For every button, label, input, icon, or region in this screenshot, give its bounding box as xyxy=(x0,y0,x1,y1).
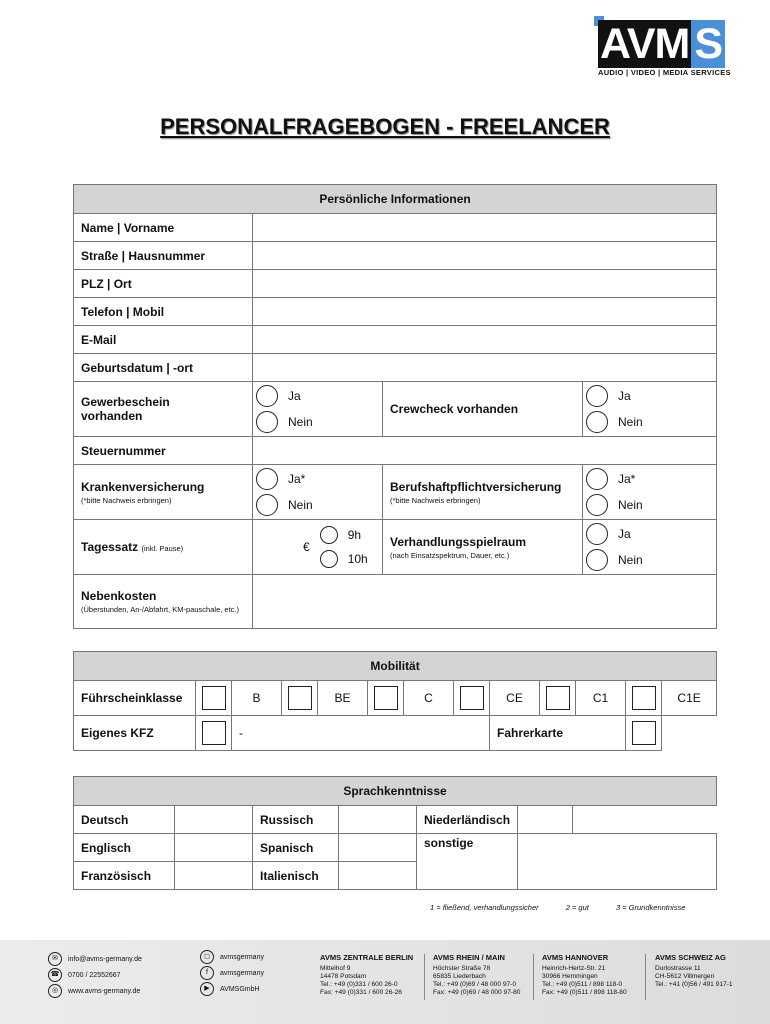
car-checkbox[interactable] xyxy=(202,721,226,745)
lang-spanisch-field[interactable] xyxy=(339,834,417,862)
office-berlin-title: AVMS ZENTRALE BERLIN xyxy=(320,953,414,962)
plz-label: PLZ | Ort xyxy=(74,270,253,298)
mobility-table xyxy=(73,651,717,751)
kranken-nein-label: Nein xyxy=(288,498,313,512)
footer-phone-text: 0700 / 22552667 xyxy=(68,971,121,979)
crewcheck-ja-radio[interactable] xyxy=(586,385,608,407)
languages-header: Sprachkenntnisse xyxy=(74,777,717,806)
berufs-ja-radio[interactable] xyxy=(586,468,608,490)
office-berlin-l2: 14478 Potsdam xyxy=(320,973,367,980)
youtube-icon: ▶ xyxy=(200,982,214,996)
office-schweiz-l1: Durlostrasse 11 xyxy=(655,965,701,972)
berufs-options xyxy=(583,465,717,520)
kranken-note: (*bitte Nachweis erbringen) xyxy=(81,495,172,505)
street-field[interactable] xyxy=(253,242,717,270)
car-label: Eigenes KFZ xyxy=(74,716,196,751)
lang-deutsch-field[interactable] xyxy=(175,806,253,834)
office-berlin-l4: Fax: +49 (0)331 / 600 26-26 xyxy=(320,989,402,996)
lang-englisch-field[interactable] xyxy=(175,834,253,862)
tagessatz-cell xyxy=(74,520,253,575)
mobility-empty xyxy=(662,716,717,751)
euro-symbol: € xyxy=(303,540,310,554)
crewcheck-nein-label: Nein xyxy=(618,415,643,429)
license-be-checkbox[interactable] xyxy=(288,686,312,710)
berufs-cell xyxy=(383,465,583,520)
license-checkbox-cell xyxy=(282,681,318,716)
lang-deutsch-label: Deutsch xyxy=(74,806,175,834)
verhandlung-label: Verhandlungsspielraum xyxy=(390,534,527,549)
office-rheinmain-l4: Fax: +49 (0)69 / 48 000 97-80 xyxy=(433,989,521,996)
verhandlung-cell xyxy=(383,520,583,575)
birth-label: Geburtsdatum | -ort xyxy=(74,354,253,382)
lang-niederl-field[interactable] xyxy=(518,806,573,834)
berufs-ja-label: Ja* xyxy=(618,472,636,486)
footer-divider-1 xyxy=(424,954,425,1000)
license-checkbox-cell xyxy=(368,681,404,716)
license-class-label: C xyxy=(404,681,454,716)
birth-field[interactable] xyxy=(253,354,717,382)
office-rheinmain-l3: Tel.: +49 (0)69 / 48 000 97-0 xyxy=(433,981,517,988)
neben-label: Nebenkosten xyxy=(81,589,157,603)
legend-1: 1 = fließend, verhandlungssicher xyxy=(430,903,539,912)
office-hannover-title: AVMS HANNOVER xyxy=(542,953,609,962)
verhandlung-nein-radio[interactable] xyxy=(586,549,608,571)
office-rheinmain-title: AVMS RHEIN / MAIN xyxy=(433,953,505,962)
footer-insta-text: avmsgermany xyxy=(220,953,264,961)
footer-fb-text: avmsgermany xyxy=(220,969,264,977)
lang-englisch-label: Englisch xyxy=(74,834,175,862)
car-value[interactable]: - xyxy=(232,716,490,751)
license-checkbox-cell xyxy=(196,681,232,716)
license-c-checkbox[interactable] xyxy=(374,686,398,710)
office-rheinmain-l2: 65835 Liederbach xyxy=(433,973,486,980)
license-checkbox-cell xyxy=(626,681,662,716)
personal-header: Persönliche Informationen xyxy=(74,185,717,214)
neben-note: (Überstunden, An-/Abfahrt, KM-pauschale, etc.) xyxy=(81,605,239,614)
lang-niederl-label: Niederländisch xyxy=(417,806,518,834)
kranken-ja-label: Ja* xyxy=(288,472,306,486)
license-class-label: BE xyxy=(318,681,368,716)
license-class-label: C1 xyxy=(576,681,626,716)
verhandlung-ja-label: Ja xyxy=(618,527,631,541)
lang-russisch-field[interactable] xyxy=(339,806,417,834)
office-hannover-l1: Heinrich-Hertz-Str. 21 xyxy=(542,965,606,972)
lang-sonstige-label: sonstige xyxy=(417,834,518,890)
berufs-label: Berufshaftpflichtversicherung xyxy=(390,479,562,494)
steuer-label: Steuernummer xyxy=(74,437,253,465)
tagessatz-9h-label: 9h xyxy=(347,528,362,542)
globe-icon: ◎ xyxy=(48,984,62,998)
gewerbe-ja-label: Ja xyxy=(288,389,301,403)
facebook-icon: f xyxy=(200,966,214,980)
lang-ital-label: Italienisch xyxy=(253,862,339,890)
kranken-label: Krankenversicherung xyxy=(81,479,205,494)
office-schweiz xyxy=(655,954,733,989)
verhandlung-nein-label: Nein xyxy=(618,553,643,567)
office-rheinmain-l1: Höchster Straße 78 xyxy=(433,965,491,972)
berufs-nein-radio[interactable] xyxy=(586,494,608,516)
license-b-checkbox[interactable] xyxy=(202,686,226,710)
lang-franz-field[interactable] xyxy=(175,862,253,890)
lang-franz-label: Französisch xyxy=(74,862,175,890)
personal-info-table xyxy=(73,184,717,629)
mobility-header: Mobilität xyxy=(74,652,717,681)
footer-phone[interactable] xyxy=(48,968,121,982)
tagessatz-10h-radio[interactable] xyxy=(320,550,338,568)
name-field[interactable] xyxy=(253,214,717,242)
office-rheinmain xyxy=(433,954,520,997)
plz-field[interactable] xyxy=(253,270,717,298)
gewerbe-label: Gewerbeschein vorhanden xyxy=(74,382,253,437)
gewerbe-options xyxy=(253,382,383,437)
license-class-label: CE xyxy=(490,681,540,716)
footer-divider-3 xyxy=(645,954,646,1000)
logo-subtitle: AUDIO | VIDEO | MEDIA SERVICES xyxy=(598,68,731,77)
footer-facebook[interactable] xyxy=(200,966,264,980)
legend-3: 3 = Grundkenntnisse xyxy=(615,903,686,912)
avms-logo xyxy=(594,16,746,76)
office-berlin-l1: Mittelhof 9 xyxy=(320,965,351,972)
footer-divider-2 xyxy=(533,954,534,1000)
license-class-label: B xyxy=(232,681,282,716)
lang-sonstige-field[interactable] xyxy=(518,834,717,890)
gewerbe-nein-label: Nein xyxy=(288,415,313,429)
tagessatz-note: (inkl. Pause) xyxy=(141,544,184,553)
kranken-options xyxy=(253,465,383,520)
license-label: Führscheinklasse xyxy=(74,681,196,716)
driver-card-label: Fahrerkarte xyxy=(490,716,626,751)
logo-avm: AVM xyxy=(600,20,690,68)
crewcheck-nein-radio[interactable] xyxy=(586,411,608,433)
mail-icon: ✉ xyxy=(48,952,62,966)
crewcheck-label: Crewcheck vorhanden xyxy=(383,382,583,437)
kranken-cell xyxy=(74,465,253,520)
email-field[interactable] xyxy=(253,326,717,354)
footer-web-text: www.avms-germany.de xyxy=(68,987,141,995)
footer xyxy=(0,940,770,1024)
crewcheck-ja-label: Ja xyxy=(618,389,631,403)
office-hannover-l4: Fax: +49 (0)511 / 898 118-80 xyxy=(542,989,627,996)
logo-wordmark xyxy=(598,22,725,66)
footer-instagram[interactable] xyxy=(200,950,264,964)
kranken-nein-radio[interactable] xyxy=(256,494,278,516)
tagessatz-label: Tagessatz xyxy=(81,540,139,554)
license-c1-checkbox[interactable] xyxy=(546,686,570,710)
languages-table xyxy=(73,776,717,890)
office-hannover-l3: Tel.: +49 (0)511 / 898 118-0 xyxy=(542,981,623,988)
gewerbe-nein-radio[interactable] xyxy=(256,411,278,433)
logo-s: S xyxy=(691,20,725,68)
office-hannover xyxy=(542,954,627,997)
neben-field[interactable] xyxy=(253,575,717,629)
neben-cell xyxy=(74,575,253,629)
footer-youtube[interactable] xyxy=(200,982,260,996)
phone-field[interactable] xyxy=(253,298,717,326)
license-class-label: C1E xyxy=(662,681,717,716)
office-berlin-l3: Tel.: +49 (0)331 / 600 26-0 xyxy=(320,981,398,988)
tagessatz-9h-radio[interactable] xyxy=(320,526,338,544)
kranken-ja-radio[interactable] xyxy=(256,468,278,490)
name-label: Name | Vorname xyxy=(74,214,253,242)
street-label: Straße | Hausnummer xyxy=(74,242,253,270)
office-schweiz-title: AVMS SCHWEIZ AG xyxy=(655,953,726,962)
verhandlung-ja-radio[interactable] xyxy=(586,523,608,545)
email-label: E-Mail xyxy=(74,326,253,354)
office-schweiz-l3: Tel.: +41 (0)56 / 491 917-1 xyxy=(655,981,733,988)
car-checkbox-cell xyxy=(196,716,232,751)
license-c1e-checkbox[interactable] xyxy=(632,686,656,710)
license-ce-checkbox[interactable] xyxy=(460,686,484,710)
driver-card-checkbox-cell xyxy=(626,716,662,751)
verhandlung-note: (nach Einsatzspektrum, Dauer, etc.) xyxy=(390,550,510,560)
berufs-nein-label: Nein xyxy=(618,498,643,512)
license-checkbox-cell xyxy=(540,681,576,716)
office-schweiz-l2: CH-5612 Villmergen xyxy=(655,973,715,980)
lang-russisch-label: Russisch xyxy=(253,806,339,834)
footer-web[interactable] xyxy=(48,984,140,998)
lang-empty xyxy=(573,806,717,834)
language-legend xyxy=(430,903,720,912)
footer-yt-text: AVMSGmbH xyxy=(220,985,260,993)
crewcheck-options xyxy=(583,382,717,437)
footer-email[interactable] xyxy=(48,952,142,966)
driver-card-checkbox[interactable] xyxy=(632,721,656,745)
phone-icon: ☎ xyxy=(48,968,62,982)
office-berlin xyxy=(320,954,413,997)
instagram-icon: ◻ xyxy=(200,950,214,964)
page-title: PERSONALFRAGEBOGEN - FREELANCER xyxy=(160,114,610,139)
office-hannover-l2: 30966 Hemmingen xyxy=(542,973,598,980)
phone-label: Telefon | Mobil xyxy=(74,298,253,326)
lang-ital-field[interactable] xyxy=(339,862,417,890)
berufs-note: (*bitte Nachweis erbringen) xyxy=(390,495,481,505)
verhandlung-options xyxy=(583,520,717,575)
lang-spanisch-label: Spanisch xyxy=(253,834,339,862)
tagessatz-10h-label: 10h xyxy=(347,552,368,566)
footer-email-text: info@avms-germany.de xyxy=(68,955,142,963)
steuer-field[interactable] xyxy=(253,437,717,465)
license-checkbox-cell xyxy=(454,681,490,716)
gewerbe-ja-radio[interactable] xyxy=(256,385,278,407)
tagessatz-options[interactable] xyxy=(253,520,383,575)
legend-2: 2 = gut xyxy=(565,903,589,912)
